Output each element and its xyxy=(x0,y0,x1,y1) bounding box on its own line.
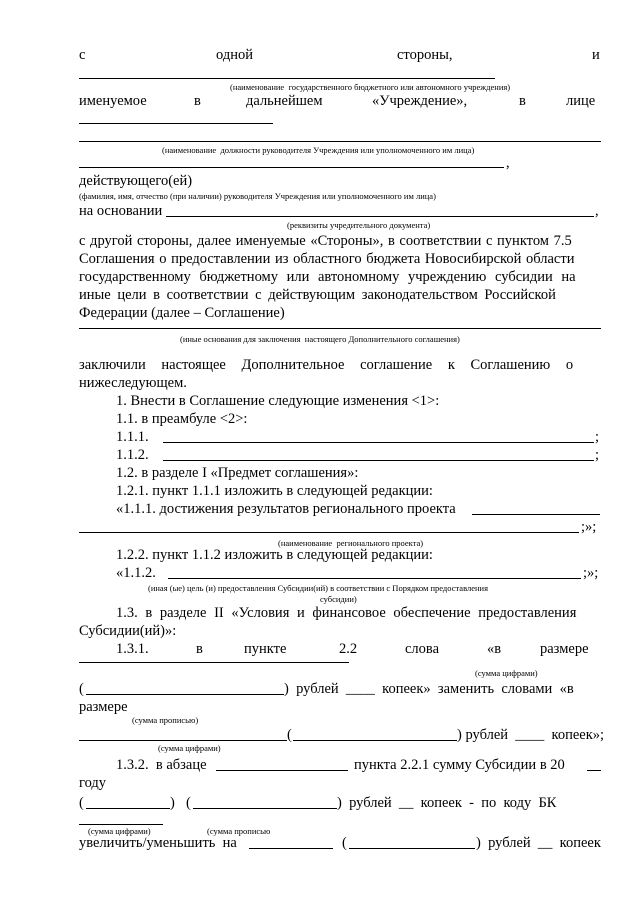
text: ( xyxy=(342,835,347,851)
text: 1.3.1. xyxy=(116,641,149,657)
fill-line xyxy=(163,442,594,443)
text: в xyxy=(519,93,526,109)
text: ( xyxy=(79,681,84,697)
text: в xyxy=(196,641,203,657)
text: размере xyxy=(540,641,589,657)
fill-line xyxy=(79,740,287,741)
text: иные цели в соответствии с действующим законодательством Российской xyxy=(79,287,556,303)
text: ) рублей __ копеек - по коду БК xyxy=(337,795,557,811)
text: ;»; xyxy=(583,565,599,581)
fill-line xyxy=(193,808,337,809)
fill-line xyxy=(79,78,495,79)
text: на основании xyxy=(79,203,163,219)
text: Федерации (далее – Соглашение) xyxy=(79,305,285,321)
text: ) рублей ____ копеек» заменить словами «в xyxy=(284,681,574,697)
text: нижеследующем. xyxy=(79,375,187,391)
text: заключили настоящее Дополнительное соглашение к Соглашению о xyxy=(79,357,574,373)
text: в xyxy=(194,93,201,109)
text: «1.1.1. достижения результатов регионального проекта xyxy=(116,501,456,517)
text: размере xyxy=(79,699,128,715)
caption: (наименование государственного бюджетного или автономного учреждения) xyxy=(230,82,511,92)
text: ( xyxy=(79,795,84,811)
caption: (сумма прописью) xyxy=(132,715,199,725)
text: , xyxy=(506,155,510,171)
fill-line xyxy=(86,808,170,809)
fill-line xyxy=(79,328,601,329)
text: ) рублей __ копеек xyxy=(476,835,601,851)
fill-line xyxy=(349,848,475,849)
text: 1. Внести в Соглашение следующие изменения <1>: xyxy=(116,393,440,409)
fill-line xyxy=(249,848,333,849)
text: государственному бюджетному или автономному учреждению субсидии на xyxy=(79,269,576,285)
fill-line xyxy=(216,770,348,771)
text: ( xyxy=(287,727,292,743)
caption: (наименование должности руководителя Учреждения или уполномоченного им лица) xyxy=(162,145,475,155)
text: , xyxy=(595,203,599,219)
text: именуемое xyxy=(79,93,147,109)
caption: (фамилия, имя, отчество (при наличии) руководителя Учреждения или уполномоченного им лица) xyxy=(79,191,436,201)
text: с другой стороны, далее именуемые «Стороны», в соответствии с пунктом 7.5 xyxy=(79,233,572,249)
fill-line xyxy=(79,662,349,663)
text: с xyxy=(79,47,86,63)
caption: (сумма цифрами) xyxy=(88,826,151,836)
text: ; xyxy=(595,429,600,445)
text: ( xyxy=(186,795,191,811)
text: Соглашения о предоставлении из областного бюджета Новосибирской области xyxy=(79,251,575,267)
caption: (сумма цифрами) xyxy=(158,743,221,753)
text: слова xyxy=(405,641,440,657)
caption: (сумма прописью xyxy=(207,826,271,836)
caption: (реквизиты учредительного документа) xyxy=(287,220,431,230)
fill-line xyxy=(472,514,600,515)
text: ;»; xyxy=(581,519,597,535)
fill-line xyxy=(79,141,601,142)
text: ) рублей ____ копеек»; xyxy=(457,727,605,743)
caption: (иная (ые) цель (и) предоставления Субсидии(ий) в соответствии с Порядком предоставления xyxy=(148,583,488,593)
text: «в xyxy=(487,641,502,657)
caption: (иные основания для заключения настоящего Дополнительного соглашения) xyxy=(180,334,460,344)
text: лице xyxy=(566,93,596,109)
text: «1.1.2. xyxy=(116,565,156,581)
caption: (сумма цифрами) xyxy=(475,668,538,678)
text: дальнейшем xyxy=(246,93,323,109)
caption: (наименование регионального проекта) xyxy=(278,538,424,548)
fill-line xyxy=(587,770,601,771)
fill-line xyxy=(168,578,581,579)
text: пункте xyxy=(244,641,287,657)
text: и xyxy=(592,47,600,63)
text: увеличить/уменьшить на xyxy=(79,835,237,851)
fill-line xyxy=(166,216,594,217)
text: пункта 2.2.1 сумму Субсидии в 20 xyxy=(354,757,565,773)
text: 1.2.2. пункт 1.1.2 изложить в следующей редакции: xyxy=(116,547,433,563)
text: 1.3. в разделе II «Условия и финансовое обеспечение предоставления xyxy=(116,605,577,621)
caption: субсидии) xyxy=(320,594,357,604)
fill-line xyxy=(79,123,273,124)
text: стороны, xyxy=(397,47,453,63)
fill-line xyxy=(293,740,457,741)
text: 2.2 xyxy=(339,641,358,657)
fill-line xyxy=(79,167,504,168)
text: ) xyxy=(170,795,175,811)
text: 1.2.1. пункт 1.1.1 изложить в следующей редакции: xyxy=(116,483,433,499)
text: 1.1. в преамбуле <2>: xyxy=(116,411,248,427)
text: 1.1.1. xyxy=(116,429,149,445)
text: Субсидии(ий)»: xyxy=(79,623,177,639)
text: 1.3.2. в абзаце xyxy=(116,757,207,773)
text: одной xyxy=(216,47,253,63)
fill-line xyxy=(79,824,163,825)
fill-line xyxy=(79,532,579,533)
text: «Учреждение», xyxy=(372,93,468,109)
text: действующего(ей) xyxy=(79,173,193,189)
text: ; xyxy=(595,447,600,463)
fill-line xyxy=(163,460,594,461)
fill-line xyxy=(86,694,284,695)
text: 1.2. в разделе I «Предмет соглашения»: xyxy=(116,465,359,481)
text: году xyxy=(79,775,107,791)
text: 1.1.2. xyxy=(116,447,149,463)
